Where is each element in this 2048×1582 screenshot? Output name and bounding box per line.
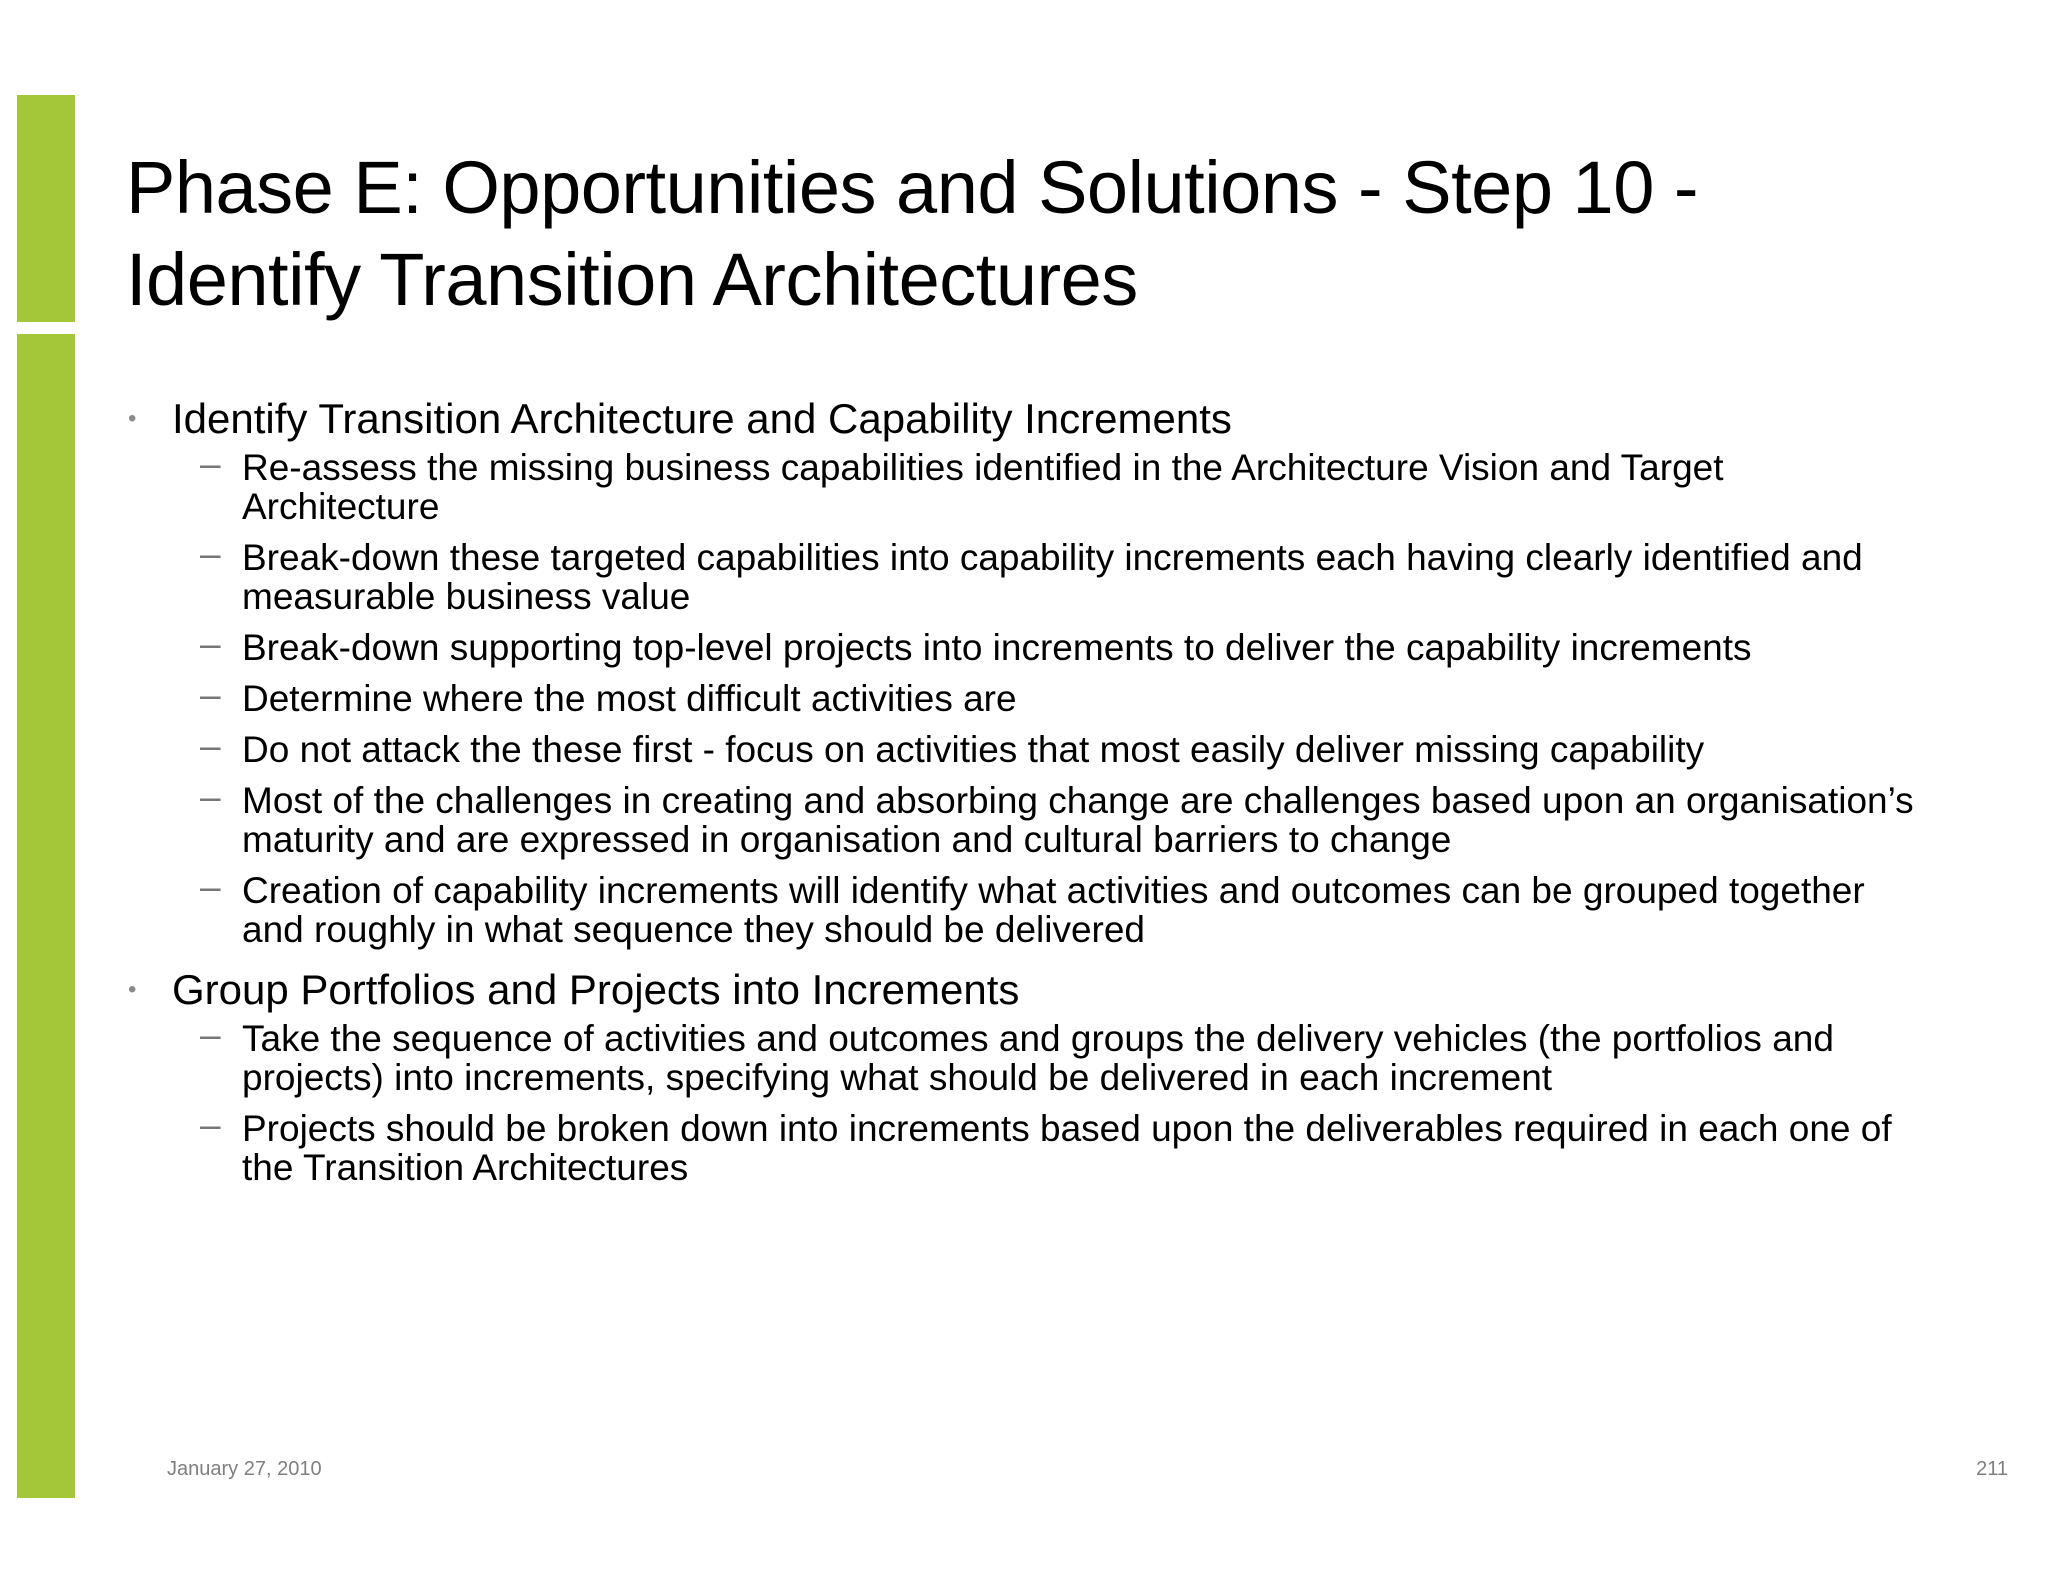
sub-item-text: Determine where the most difficult activities are [242, 678, 1017, 719]
sub-item-text: Take the sequence of activities and outcomes and groups the delivery vehicles (the portfolios and projects) into increments, specifying what should be delivered in each increment [242, 1018, 1834, 1098]
sub-item [126, 866, 1926, 950]
sub-item [126, 533, 1926, 617]
dash-icon: – [200, 674, 221, 715]
sub-item-text: Projects should be broken down into increments based upon the deliverables required in each one of the Transition Architectures [242, 1108, 1892, 1188]
accent-bar-top [17, 95, 75, 322]
bullet-text: Identify Transition Architecture and Capability Increments [172, 395, 1232, 442]
bullet-item [126, 390, 1926, 448]
dash-icon: – [200, 776, 221, 817]
sub-item [126, 443, 1926, 527]
dash-icon: – [200, 725, 221, 766]
sub-item-text: Most of the challenges in creating and absorbing change are challenges based upon an organisation’s maturity and are expressed in organisation and cultural barriers to change [242, 780, 1914, 860]
page-number: 211 [1976, 1458, 2008, 1480]
sub-item [126, 1014, 1926, 1098]
dash-icon: – [200, 443, 221, 484]
dash-icon: – [200, 866, 221, 907]
accent-bar-bottom [17, 334, 75, 1498]
sub-item-text: Break-down supporting top-level projects into increments to deliver the capability increments [242, 627, 1752, 668]
bullet-dot-icon: • [128, 976, 137, 1003]
sub-item [126, 776, 1926, 860]
dash-icon: – [200, 533, 221, 574]
sub-item-text: Creation of capability increments will identify what activities and outcomes can be grouped together and roughly in what sequence they should be delivered [242, 870, 1865, 950]
sub-list [126, 443, 1926, 950]
sub-item-text: Re-assess the missing business capabilities identified in the Architecture Vision and Target Architecture [242, 447, 1724, 527]
dash-icon: – [200, 1014, 221, 1055]
sub-item [126, 725, 1926, 770]
dash-icon: – [200, 1104, 221, 1145]
sub-item [126, 1104, 1926, 1188]
slide-content [126, 390, 1926, 1199]
bullet-text: Group Portfolios and Projects into Increments [172, 966, 1020, 1013]
bullet-dot-icon: • [128, 405, 137, 432]
dash-icon: – [200, 623, 221, 664]
slide-title: Phase E: Opportunities and Solutions - Step 10 - Identify Transition Architectures [126, 146, 1699, 321]
sub-list [126, 1014, 1926, 1188]
sub-item [126, 623, 1926, 668]
sub-item-text: Do not attack the these first - focus on activities that most easily deliver missing capability [242, 729, 1705, 770]
footer-date: January 27, 2010 [167, 1458, 322, 1480]
sub-item-text: Break-down these targeted capabilities into capability increments each having clearly identified and measurable business value [242, 537, 1863, 617]
sub-item [126, 674, 1926, 719]
bullet-item [126, 961, 1926, 1019]
